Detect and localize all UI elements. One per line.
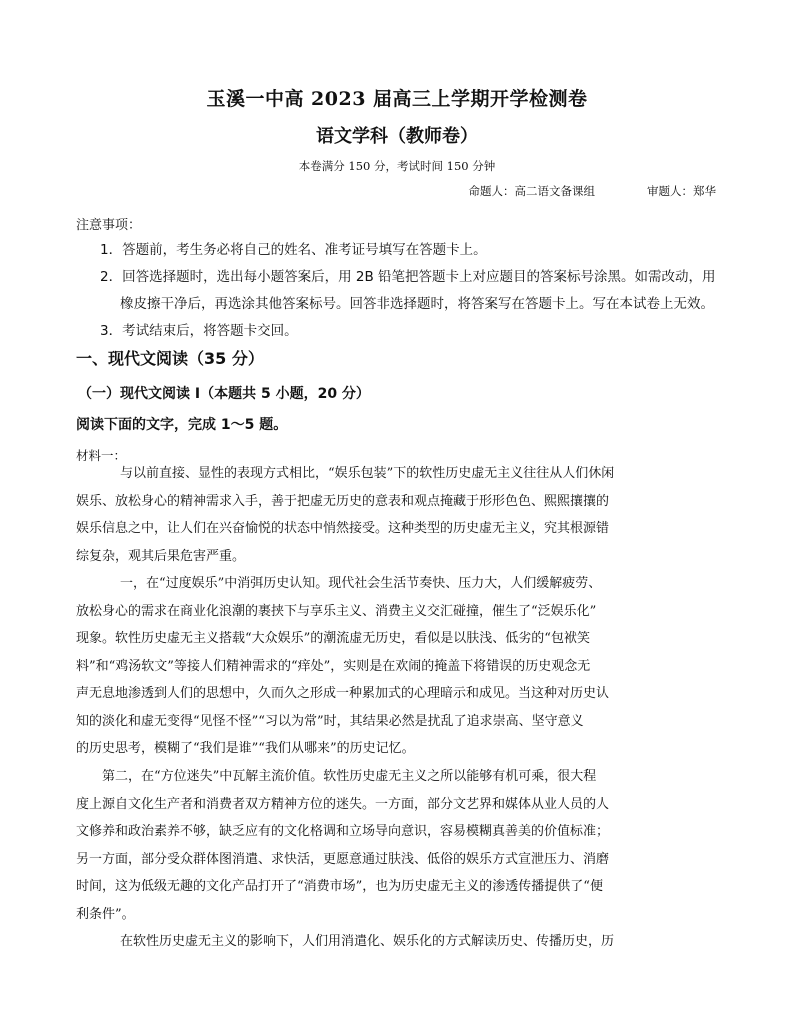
notice-item-1: 1．答题前，考生务必将自己的姓名、准考证号填写在答题卡上。 [100, 242, 487, 258]
material-label: 材料一： [76, 448, 127, 463]
author-line [461, 183, 717, 199]
author-label: 命题人：高二语文备课组 [468, 184, 595, 198]
text-line: 声无息地渗透到人们的思想中，久而久之形成一种累加式的心理暗示和成见。当这种对历史认 [76, 686, 610, 701]
paragraph-2 [76, 570, 720, 763]
text-line: 综复杂，观其后果危害严重。 [76, 548, 246, 564]
exam-title: 玉溪一中高 2023 届高三上学期开学检测卷 [206, 88, 588, 110]
text-line: 度上源自文化生产者和消费者双方精神方位的迷失。一方面，部分文艺界和媒体从业人员的人 [76, 796, 610, 812]
reviewer-label: 审题人：郑华 [647, 184, 716, 198]
text-line: 文修养和政治素养不够，缺乏应有的文化格调和立场导向意识，容易模糊真善美的价值标准； [76, 824, 610, 839]
text-line: 第二，在“方位迷失”中瓦解主流价值。软性历史虚无主义之所以能够有机可乘，很大程 [102, 769, 597, 784]
text-line: 另一方面，部分受众群体图消遣、求快活，更愿意通过肤浅、低俗的娱乐方式宣泄压力、消磨 [76, 851, 610, 867]
section-heading: 一、现代文阅读（35 分） [76, 349, 264, 368]
paragraph-4 [76, 928, 720, 956]
text-line: 利条件”。 [76, 906, 135, 922]
text-line: 在软性历史虚无主义的影响下，人们用消遣化、娱乐化的方式解读历史、传播历史，历 [120, 934, 615, 949]
text-line: 与以前直接、显性的表现方式相比，“娱乐包装”下的软性历史虚无主义往往从人们休闲 [120, 466, 615, 481]
text-line: 现象。软性历史虚无主义搭载“大众娱乐”的潮流虚无历史，看似是以肤浅、低劣的“包袱笑 [76, 631, 590, 646]
paragraph-3 [76, 763, 720, 928]
subsection-heading: （一）现代文阅读 I（本题共 5 小题，20 分） [78, 386, 370, 402]
exam-subtitle: 语文学科（教师卷） [316, 126, 478, 147]
notice-item-3: 3．考试结束后，将答题卡交回。 [100, 323, 298, 339]
text-line: 知的淡化和虚无变得“见怪不怪”“习以为常”时，其结果必然是扰乱了追求崇高、坚守意义 [76, 713, 584, 729]
notice-item-2-cont: 橡皮擦干净后，再选涂其他答案标号。回答非选择题时，将答案写在答题卡上。写在本试卷上无效。 [120, 296, 714, 312]
text-line: 娱乐、放松身心的精神需求入手，善于把虚无历史的意表和观点掩藏于形形色色、熙熙攘攘的 [76, 493, 610, 509]
paragraph-1 [76, 460, 720, 570]
text-line: 的历史思考，模糊了“我们是谁”“我们从哪来”的历史记忆。 [76, 741, 415, 756]
notice-item-2: 2．回答选择题时，选出每小题答案后，用 2B 铅笔把答题卡上对应题目的答案标号涂黑。如需改动，用 [100, 269, 716, 285]
text-line: 料”和“鸡汤软文”等接人们精神需求的“痒处”，实则是在欢闹的掩盖下将错误的历史观念无 [76, 658, 591, 674]
score-info: 本卷满分 150 分，考试时间 150 分钟 [298, 159, 496, 173]
text-line: 娱乐信息之中，让人们在兴奋愉悦的状态中悄然接受。这种类型的历史虚无主义，究其根源错 [76, 521, 610, 536]
text-line: 放松身心的需求在商业化浪潮的裹挟下与享乐主义、消费主义交汇碰撞，催生了“泛娱乐化” [76, 603, 597, 619]
text-line: 时间，这为低级无趣的文化产品打开了“消费市场”，也为历史虚无主义的渗透传播提供了“便 [76, 879, 603, 894]
reading-instruction: 阅读下面的文字，完成 1～5 题。 [76, 417, 288, 433]
notice-heading: 注意事项： [76, 218, 142, 233]
text-line: 一，在“过度娱乐”中消弭历史认知。现代社会生活节奏快、压力大，人们缓解疲劳、 [120, 576, 602, 591]
